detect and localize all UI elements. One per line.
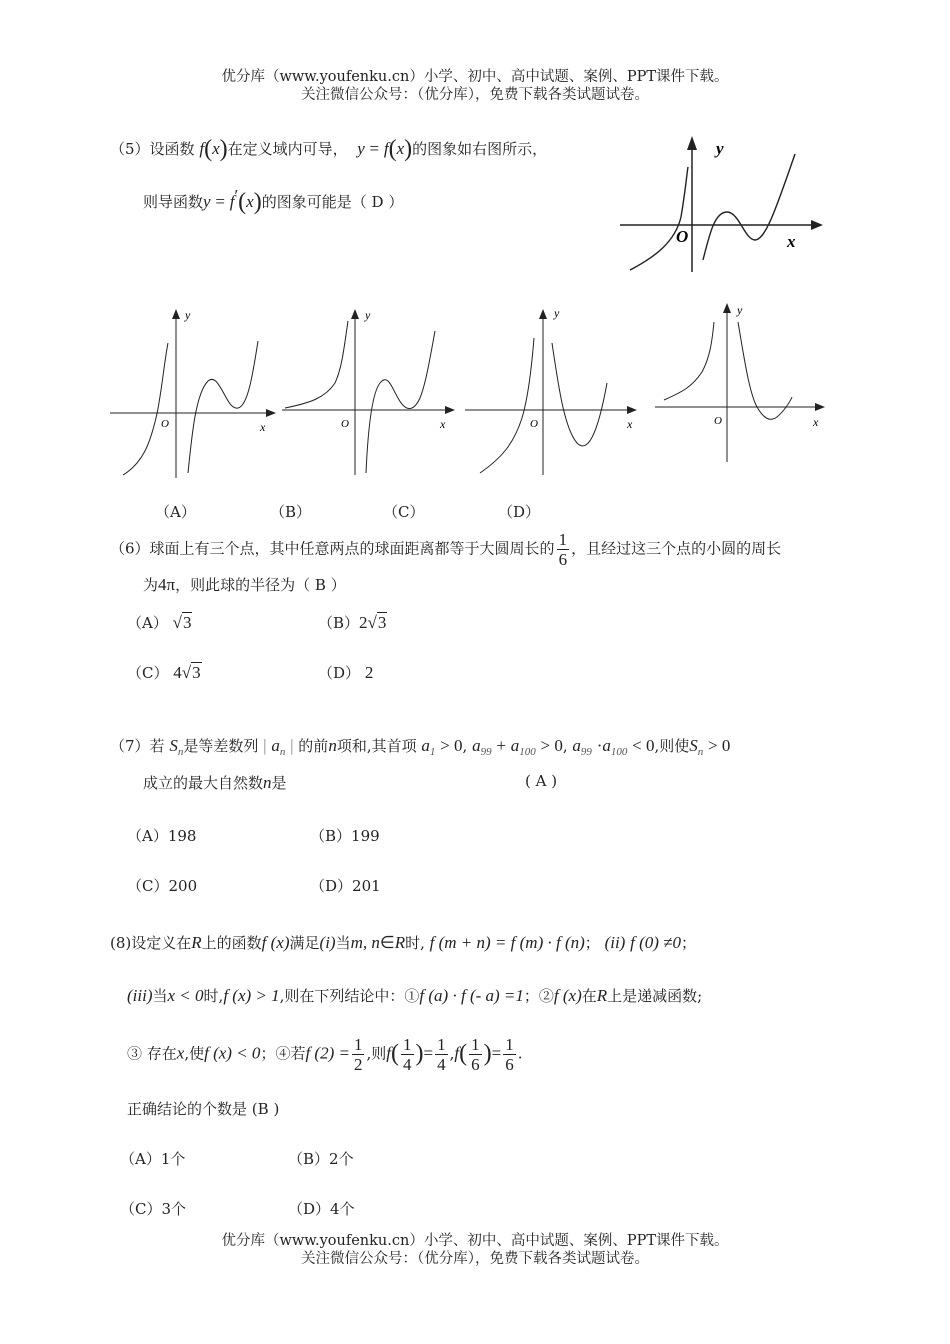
q8-line-1: (8)设定义在R上的函数f (x)满足(i)当m, n∈R时, f (m + n) = f (m) · f (n)； (ii) f (0) ≠0； xyxy=(110,933,697,952)
math-x: x xyxy=(396,139,405,158)
q7-option-B: （B）199 xyxy=(310,827,380,845)
q5-text: 则导函数 xyxy=(143,193,204,211)
main-graph-x-label: x xyxy=(787,232,796,251)
q6-text: ） xyxy=(330,576,346,594)
q5-line-1: （5）设函数 f(x)在定义域内可导， y = f(x)的图象如右图所示， xyxy=(110,136,548,162)
q6-number: （6） xyxy=(110,539,150,558)
graph-y-label: y xyxy=(185,308,191,322)
q8-option-B: （B）2个 xyxy=(288,1150,354,1168)
q5-graph-A xyxy=(108,303,280,483)
q6-line-1 xyxy=(110,530,781,569)
header-line-1: 优分库（www.youfenku.cn）小学、初中、高中试题、案例、PPT课件下载。 xyxy=(221,69,729,85)
q6-option-B: （B）2√3 xyxy=(318,613,387,632)
q7-line-1: （7）若 $S_n$是等差数列 | $a_n$ | 的前n项和,其首项 $a_1 > 0$, $a_{99} + a_{100} > 0$, $a_{99} \cdot a_{100} < 0$,则使$S_n > 0$ xyxy=(110,736,731,758)
q7-option-A: （A）198 xyxy=(127,827,197,845)
fraction-1-2: $\frac{1}{2}$ xyxy=(353,1035,363,1074)
q5-text: 设函数 xyxy=(149,140,195,158)
graph-y-label: y xyxy=(554,306,560,320)
header-line-2: 关注微信公众号：（优分库），免费下载各类试题试卷。 xyxy=(301,87,649,103)
q8-option-A: （A）1个 xyxy=(120,1150,186,1168)
math-eq: = xyxy=(215,192,225,211)
q8-line-2: (iii)当x < 0时,f (x) > 1,则在下列结论中：①f (a) · f (- a) =1；②f (x)在R上是递减函数; xyxy=(127,986,703,1005)
math-eq: = xyxy=(369,139,380,158)
graph-y-label: y xyxy=(737,303,743,317)
math-4pi: 4π xyxy=(158,575,176,594)
math-y: y xyxy=(203,192,211,211)
q6-answer: B xyxy=(314,576,326,594)
q5-main-graph xyxy=(615,132,830,277)
graph-x-label: x xyxy=(440,417,446,431)
graph-x-label: x xyxy=(813,415,819,429)
math-x: x xyxy=(246,192,254,211)
math-prime: ′ xyxy=(234,186,239,205)
q7-option-C: （C）200 xyxy=(127,877,198,895)
q8-number: (8) xyxy=(110,934,132,952)
q5-line-2: 则导函数y = f′(x)的图象可能是（ D ） xyxy=(143,186,404,215)
q8-answer: (B ) xyxy=(251,1100,280,1118)
graph-x-label: x xyxy=(260,420,266,434)
q7-answer: ( A ) xyxy=(525,772,558,790)
q5-option-A: （A） xyxy=(155,503,196,521)
math-f: f xyxy=(229,192,235,211)
graph-origin-label: O xyxy=(341,418,349,430)
q6-text: ，则此球的半径为（ xyxy=(175,576,311,594)
q5-option-C: （C） xyxy=(383,503,425,521)
q8-option-D: （D）4个 xyxy=(288,1200,355,1218)
q5-text: 的图象可能是（ xyxy=(261,193,367,211)
q5-answer: D xyxy=(371,193,384,211)
q6-text: 为 xyxy=(143,576,159,594)
q5-number: （5） xyxy=(110,140,150,158)
math-y: y xyxy=(357,139,365,158)
q5-graph-D xyxy=(652,297,834,467)
q6-line-2 xyxy=(143,574,346,595)
q8-option-C: （C）3个 xyxy=(120,1200,187,1218)
q7-line-2: 成立的最大自然数n是 xyxy=(143,773,287,792)
graph-origin-label: O xyxy=(161,418,169,430)
math-f: f xyxy=(199,139,205,158)
q5-option-B: （B） xyxy=(270,503,312,521)
graph-origin-label: O xyxy=(530,418,538,430)
q5-graph-B xyxy=(280,303,462,483)
q5-graph-C xyxy=(462,303,644,483)
q8-line-3: ③ 存在x,使f (x) < 0；④若f (2) = $\frac{1}{2}$ ,则f( $\frac{1}{4}$ )= $\frac{1}{4}$ ,f( $\frac{1}{6}$ )= $\frac{1}{6}$ . xyxy=(127,1035,523,1074)
q8-line-4: 正确结论的个数是 (B ) xyxy=(127,1100,280,1118)
fraction-1-6: $\frac{1}{6}$ xyxy=(558,530,568,569)
graph-origin-label: O xyxy=(714,415,722,427)
main-graph-y-label: y xyxy=(716,139,724,158)
q5-text: 的图象如右图所示， xyxy=(412,140,548,158)
main-graph-origin-label: O xyxy=(676,227,689,246)
graph-y-label: y xyxy=(365,308,371,322)
q5-option-D: （D） xyxy=(498,503,541,521)
graph-x-label: x xyxy=(627,417,633,431)
footer-line-2: 关注微信公众号：（优分库），免费下载各类试题试卷。 xyxy=(301,1251,649,1267)
q6-text: 球面上有三个点，其中任意两点的球面距离都等于大圆周长的 xyxy=(149,539,555,558)
q6-option-A: （A） √3 xyxy=(127,613,192,632)
q6-option-D: （D） 2 xyxy=(318,663,374,682)
footer-line-1: 优分库（www.youfenku.cn）小学、初中、高中试题、案例、PPT课件下载。 xyxy=(221,1233,729,1249)
q7-number: （7） xyxy=(110,737,150,755)
q5-text: 在定义域内可导， xyxy=(227,140,348,158)
q5-text: ） xyxy=(388,193,404,211)
math-f: f xyxy=(383,139,389,158)
q6-text: ，且经过这三个点的小圆的周长 xyxy=(571,539,782,558)
math-x: x xyxy=(212,139,220,158)
q7-option-D: （D）201 xyxy=(310,877,381,895)
q6-option-C: （C） 4√3 xyxy=(127,663,201,682)
